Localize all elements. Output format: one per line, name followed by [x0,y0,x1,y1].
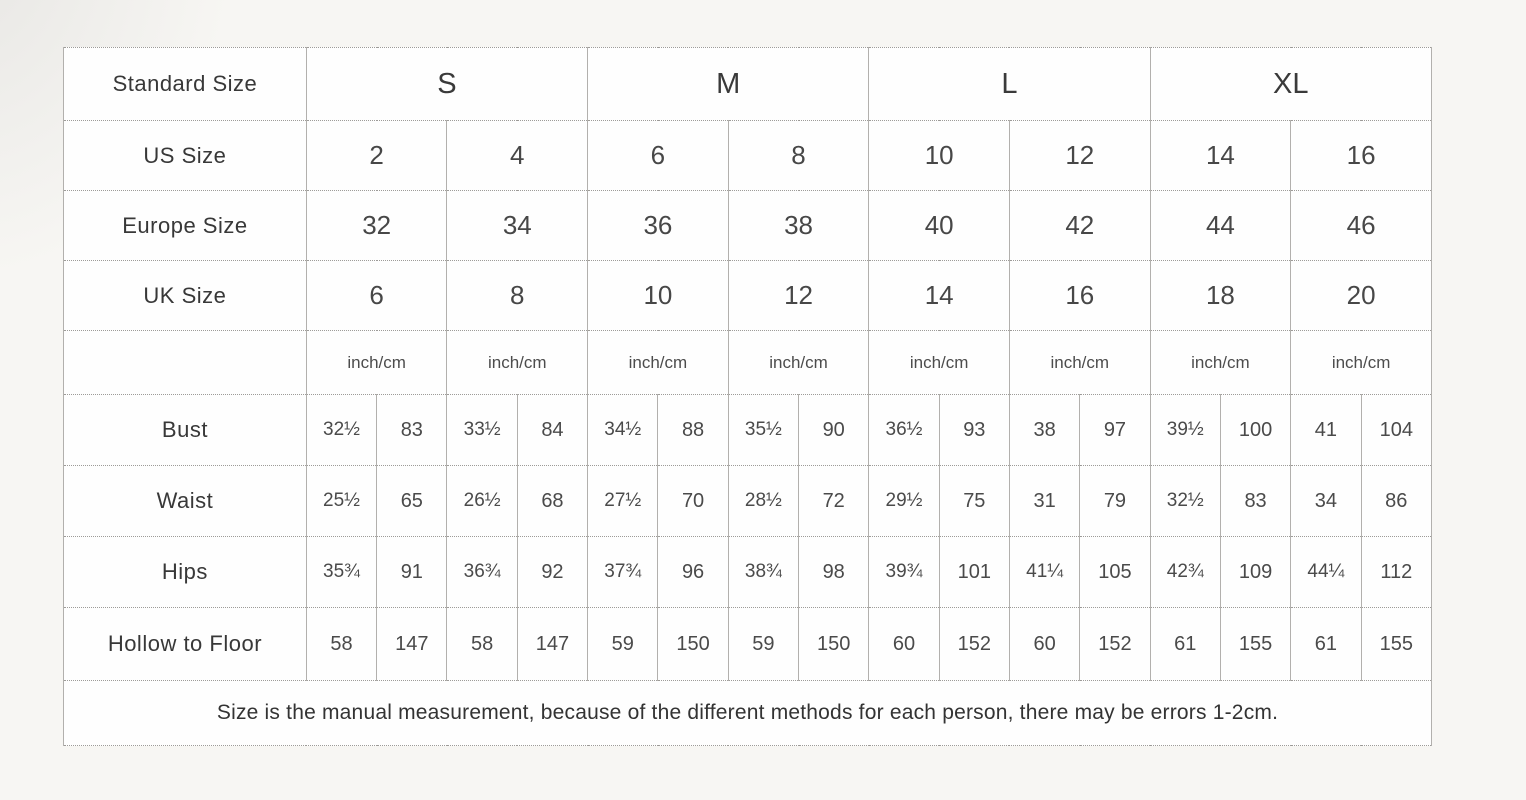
us-size-value: 12 [1009,121,1150,191]
bust-label: Bust [64,395,307,466]
waist-row [64,466,1432,537]
europe-size-value: 38 [728,191,869,261]
hollow-to-floor-value: 60 [1009,608,1079,681]
bust-value: 100 [1220,395,1290,466]
unit-cell: inch/cm [447,331,588,395]
hollow-to-floor-value: 58 [447,608,517,681]
waist-value: 26½ [447,466,517,537]
size-chart [63,47,1432,746]
bust-value: 104 [1361,395,1431,466]
waist-value: 29½ [869,466,939,537]
waist-value: 32½ [1150,466,1220,537]
waist-value: 31 [1009,466,1079,537]
waist-value: 65 [377,466,447,537]
standard-size-m: M [588,48,869,121]
uk-size-value: 10 [588,261,729,331]
hollow-to-floor-label: Hollow to Floor [64,608,307,681]
uk-size-value: 12 [728,261,869,331]
hips-value: 109 [1220,537,1290,608]
unit-cell: inch/cm [1009,331,1150,395]
us-size-row [64,121,1432,191]
bust-value: 83 [377,395,447,466]
unit-row-empty-cell [64,331,307,395]
size-chart-table [63,47,1432,746]
waist-value: 28½ [728,466,798,537]
hips-value: 112 [1361,537,1431,608]
uk-size-value: 8 [447,261,588,331]
waist-value: 79 [1080,466,1150,537]
hollow-to-floor-value: 58 [306,608,376,681]
hips-value: 92 [517,537,587,608]
hollow-to-floor-value: 152 [1080,608,1150,681]
hollow-to-floor-value: 147 [517,608,587,681]
hips-value: 41¼ [1009,537,1079,608]
europe-size-value: 42 [1009,191,1150,261]
waist-value: 68 [517,466,587,537]
hollow-to-floor-value: 150 [799,608,869,681]
hips-value: 39¾ [869,537,939,608]
standard-size-s: S [306,48,587,121]
europe-size-value: 34 [447,191,588,261]
us-size-value: 8 [728,121,869,191]
bust-value: 36½ [869,395,939,466]
hollow-to-floor-value: 59 [728,608,798,681]
bust-value: 34½ [588,395,658,466]
europe-size-value: 36 [588,191,729,261]
hips-value: 44¼ [1291,537,1361,608]
bust-value: 88 [658,395,728,466]
us-size-label: US Size [64,121,307,191]
standard-size-row [64,48,1432,121]
hips-value: 105 [1080,537,1150,608]
bust-row [64,395,1432,466]
hips-row [64,537,1432,608]
bust-value: 41 [1291,395,1361,466]
us-size-value: 16 [1291,121,1432,191]
hollow-to-floor-value: 152 [939,608,1009,681]
waist-value: 27½ [588,466,658,537]
hips-value: 91 [377,537,447,608]
us-size-value: 14 [1150,121,1291,191]
waist-label: Waist [64,466,307,537]
europe-size-label: Europe Size [64,191,307,261]
standard-size-l: L [869,48,1150,121]
hips-value: 36¾ [447,537,517,608]
bust-value: 35½ [728,395,798,466]
unit-cell: inch/cm [1291,331,1432,395]
hips-value: 42¾ [1150,537,1220,608]
bust-value: 84 [517,395,587,466]
hips-value: 98 [799,537,869,608]
us-size-value: 10 [869,121,1010,191]
bust-value: 90 [799,395,869,466]
bust-value: 32½ [306,395,376,466]
hollow-to-floor-value: 61 [1291,608,1361,681]
hollow-to-floor-value: 155 [1361,608,1431,681]
uk-size-label: UK Size [64,261,307,331]
europe-size-row [64,191,1432,261]
hollow-to-floor-value: 59 [588,608,658,681]
footer-note-row [64,681,1432,746]
unit-cell: inch/cm [728,331,869,395]
waist-value: 70 [658,466,728,537]
europe-size-value: 40 [869,191,1010,261]
hips-value: 35¾ [306,537,376,608]
waist-value: 75 [939,466,1009,537]
hips-value: 101 [939,537,1009,608]
hips-value: 96 [658,537,728,608]
hips-label: Hips [64,537,307,608]
uk-size-value: 6 [306,261,447,331]
us-size-value: 2 [306,121,447,191]
waist-value: 34 [1291,466,1361,537]
unit-cell: inch/cm [1150,331,1291,395]
uk-size-value: 18 [1150,261,1291,331]
waist-value: 86 [1361,466,1431,537]
footer-note: Size is the manual measurement, because of the different methods for each person, there may be errors 1-2cm. [64,681,1432,746]
europe-size-value: 46 [1291,191,1432,261]
waist-value: 72 [799,466,869,537]
bust-value: 97 [1080,395,1150,466]
bust-value: 93 [939,395,1009,466]
uk-size-value: 16 [1009,261,1150,331]
unit-cell: inch/cm [306,331,447,395]
hollow-to-floor-value: 61 [1150,608,1220,681]
unit-cell: inch/cm [588,331,729,395]
waist-value: 83 [1220,466,1290,537]
bust-value: 38 [1009,395,1079,466]
hollow-to-floor-value: 60 [869,608,939,681]
uk-size-value: 20 [1291,261,1432,331]
standard-size-header: Standard Size [64,48,307,121]
us-size-value: 6 [588,121,729,191]
uk-size-value: 14 [869,261,1010,331]
hips-value: 38¾ [728,537,798,608]
bust-value: 39½ [1150,395,1220,466]
unit-row [64,331,1432,395]
hollow-to-floor-value: 147 [377,608,447,681]
bust-value: 33½ [447,395,517,466]
hollow-to-floor-row [64,608,1432,681]
europe-size-value: 44 [1150,191,1291,261]
us-size-value: 4 [447,121,588,191]
uk-size-row [64,261,1432,331]
unit-cell: inch/cm [869,331,1010,395]
europe-size-value: 32 [306,191,447,261]
hips-value: 37¾ [588,537,658,608]
waist-value: 25½ [306,466,376,537]
hollow-to-floor-value: 150 [658,608,728,681]
hollow-to-floor-value: 155 [1220,608,1290,681]
standard-size-xl: XL [1150,48,1431,121]
